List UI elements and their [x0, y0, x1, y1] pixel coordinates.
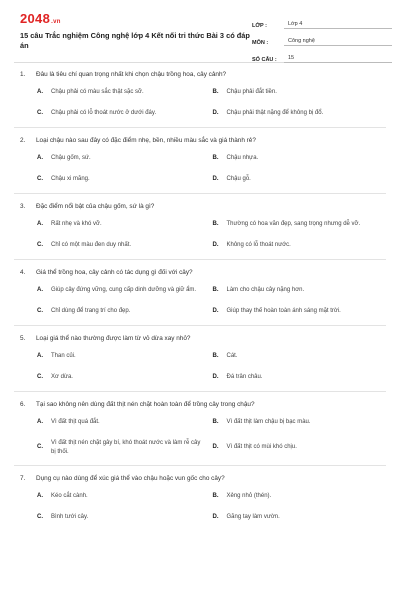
meta-question-count: SỐ CÂU : 15 — [252, 49, 392, 63]
option-grid — [20, 88, 380, 118]
question-5 — [20, 334, 380, 392]
option-b[interactable]: B. Chậu phải đắt tiền. — [212, 89, 277, 96]
option-a[interactable]: A. Chậu phải có màu sắc thật sặc sỡ. — [37, 89, 144, 96]
divider — [14, 259, 386, 260]
worksheet-header — [14, 0, 386, 63]
option-c[interactable]: C. Chậu phải có lỗ thoát nước ở dưới đáy. — [37, 110, 157, 117]
option-a[interactable]: A. Chậu gốm, sứ. — [37, 155, 91, 162]
option-b[interactable]: B. Xẻng nhỏ (thén). — [212, 493, 272, 500]
option-grid — [20, 352, 380, 382]
option-a[interactable]: A. Giúp cây đứng vững, cung cấp dinh dưỡng và giữ ẩm. — [37, 287, 197, 294]
option-a[interactable]: A. Than củi. — [37, 353, 76, 360]
option-b[interactable]: B. Vì đất thịt làm chậu bị bạc màu. — [212, 419, 311, 426]
option-grid — [20, 154, 380, 184]
document-meta — [252, 15, 392, 66]
option-b[interactable]: B. Chậu nhựa. — [212, 155, 259, 162]
question-text: 6. Tại sao không nên dùng đất thịt nén chặt hoàn toàn để trồng cây trong chậu? — [20, 401, 255, 408]
option-grid — [20, 286, 380, 316]
divider — [14, 325, 386, 326]
site-logo[interactable]: 2048.vn — [20, 11, 61, 26]
option-b[interactable]: B. Làm cho chậu cây nặng hơn. — [212, 287, 305, 294]
option-grid — [20, 492, 380, 522]
option-d[interactable]: D. Chậu phải thật nặng để không bị đổ. — [212, 110, 324, 117]
question-text: 2. Loại chậu nào sau đây có đặc điểm nhẹ, bền, nhiều màu sắc và giá thành rẻ? — [20, 137, 256, 144]
option-d[interactable]: D. Găng tay làm vườn. — [212, 514, 280, 521]
option-a[interactable]: A. Vì đất thịt quá đắt. — [37, 419, 100, 426]
question-text: 5. Loại giá thể nào thường được làm từ vỏ dừa xay nhỏ? — [20, 335, 191, 342]
option-b[interactable]: B. Cát. — [212, 353, 238, 360]
option-d[interactable]: D. Không có lỗ thoát nước. — [212, 242, 291, 249]
option-d[interactable]: D. Giúp thay thế hoàn toàn ánh sáng mặt trời. — [212, 308, 341, 315]
option-d[interactable]: D. Vì đất thịt có mùi khó chịu. — [212, 444, 297, 451]
divider — [14, 391, 386, 392]
option-grid — [20, 220, 380, 250]
divider — [14, 127, 386, 128]
question-3 — [20, 202, 380, 260]
option-c[interactable]: C. Bình tưới cây. — [37, 514, 89, 521]
meta-grade: LỚP : Lớp 4 — [252, 15, 392, 29]
divider — [14, 465, 386, 466]
question-text: 1. Đâu là tiêu chí quan trọng nhất khi chọn chậu trồng hoa, cây cảnh? — [20, 71, 227, 78]
question-4 — [20, 268, 380, 326]
option-c[interactable]: C. Chỉ dùng để trang trí cho đẹp. — [37, 308, 131, 315]
question-text: 3. Đặc điểm nổi bật của chậu gốm, sứ là gì? — [20, 203, 155, 210]
question-6 — [20, 400, 380, 466]
option-c[interactable]: C. Chậu xi măng. — [37, 176, 90, 183]
question-7 — [20, 474, 380, 522]
question-text: 7. Dụng cụ nào dùng để xúc giá thể vào chậu hoặc vun gốc cho cây? — [20, 475, 225, 483]
option-c[interactable]: C. Xơ dừa. — [37, 374, 73, 381]
option-d[interactable]: D. Chậu gỗ. — [212, 176, 251, 183]
option-b[interactable]: B. Thường có hoa văn đẹp, sang trọng nhưng dễ vỡ. — [212, 221, 361, 228]
option-c[interactable]: C. Vì đất thịt nén chặt gây bí, khó thoát nước và làm rễ cây bị thối. — [37, 440, 201, 455]
divider — [14, 193, 386, 194]
option-a[interactable]: A. Rất nhẹ và khó vỡ. — [37, 221, 102, 228]
question-list — [20, 70, 380, 522]
question-text: 4. Giá thể trồng hoa, cây cảnh có tác dụng gì đối với cây? — [20, 269, 193, 276]
option-d[interactable]: D. Đá trân châu. — [212, 374, 263, 381]
document-title: 15 câu Trắc nghiệm Công nghệ lớp 4 Kết nối tri thức Bài 3 có đáp án — [20, 31, 250, 50]
option-grid — [20, 418, 380, 456]
option-c[interactable]: C. Chỉ có một màu đen duy nhất. — [37, 242, 132, 249]
question-1 — [20, 70, 380, 128]
question-2 — [20, 136, 380, 194]
meta-subject: MÔN : Công nghệ — [252, 32, 392, 46]
option-a[interactable]: A. Kéo cắt cành. — [37, 493, 88, 500]
